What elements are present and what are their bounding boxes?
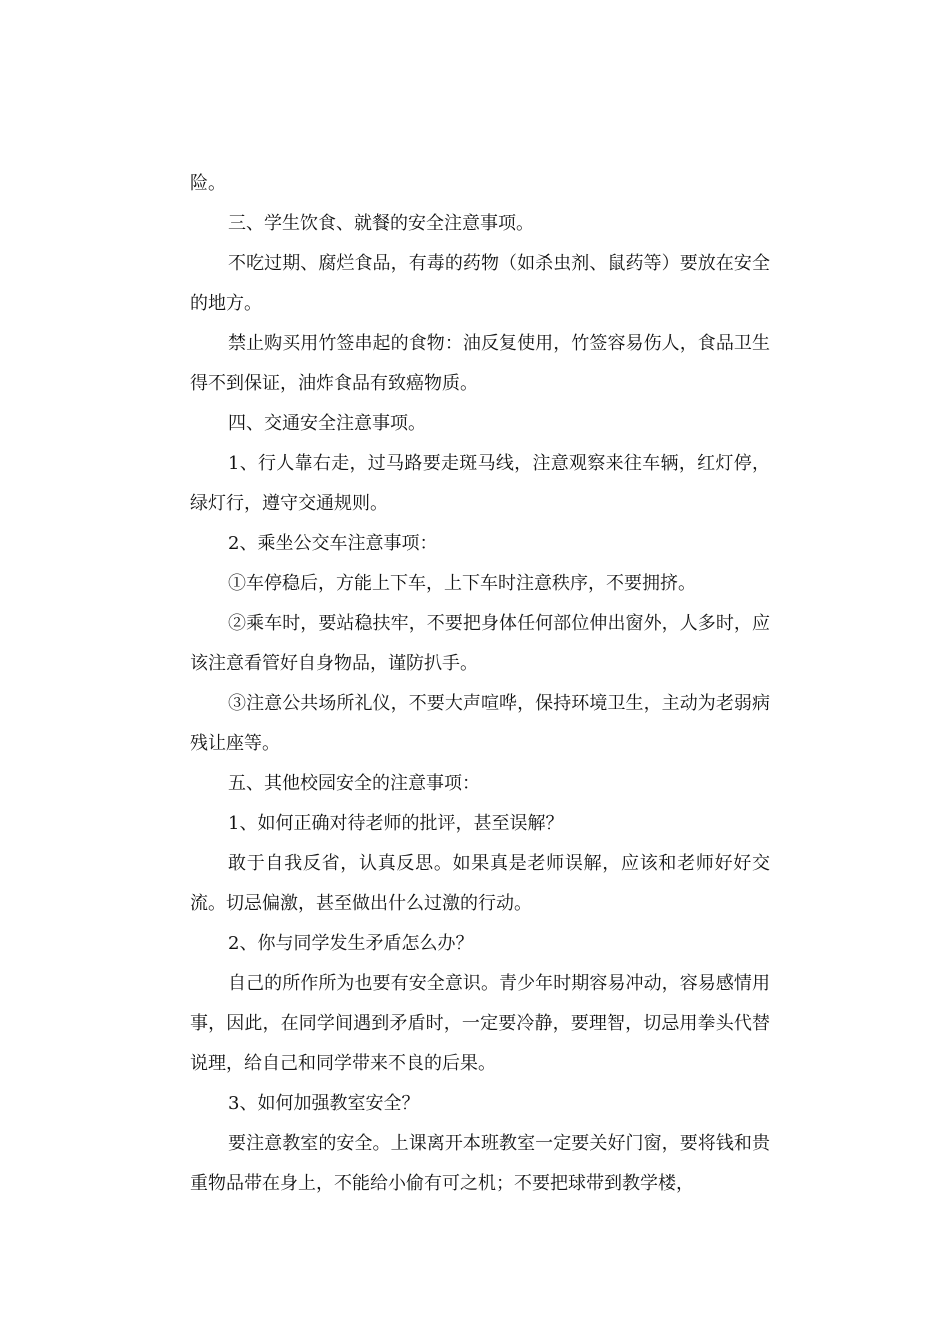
paragraph-continuation: 险。 <box>190 173 226 194</box>
paragraph-skewer-food: 禁止购买用竹签串起的食物：油反复使用，竹签容易伤人，食品卫生得不到保证，油炸食品有致癌物质。 <box>190 333 770 394</box>
paragraph-bus-rule-2: ②乘车时，要站稳扶牢，不要把身体任何部位伸出窗外，人多时，应该注意看管好自身物品，谨防扒手。 <box>190 613 770 674</box>
subheading-classmate-conflict: 2、你与同学发生矛盾怎么办？ <box>228 933 474 954</box>
paragraph-bus-rule-1: ①车停稳后，方能上下车，上下车时注意秩序，不要拥挤。 <box>228 573 696 594</box>
document-body <box>190 164 770 1204</box>
paragraph-classmate-conflict: 自己的所作所为也要有安全意识。青少年时期容易冲动，容易感情用事，因此，在同学间遇到矛盾时，一定要冷静，要理智，切忌用拳头代替说理，给自己和同学带来不良的后果。 <box>190 973 770 1074</box>
section-heading-other-safety: 五、其他校园安全的注意事项： <box>228 773 480 794</box>
subheading-classroom-safety: 3、如何加强教室安全？ <box>228 1093 420 1114</box>
subheading-bus-rules: 2、乘坐公交车注意事项： <box>228 533 438 554</box>
paragraph-expired-food: 不吃过期、腐烂食品，有毒的药物（如杀虫剂、鼠药等）要放在安全的地方。 <box>190 253 770 314</box>
section-heading-traffic-safety: 四、交通安全注意事项。 <box>228 413 426 434</box>
paragraph-classroom-safety: 要注意教室的安全。上课离开本班教室一定要关好门窗，要将钱和贵重物品带在身上，不能给小偷有可之机；不要把球带到教学楼， <box>190 1133 770 1194</box>
paragraph-bus-rule-3: ③注意公共场所礼仪，不要大声喧哗，保持环境卫生，主动为老弱病残让座等。 <box>190 693 770 754</box>
section-heading-diet-safety: 三、学生饮食、就餐的安全注意事项。 <box>228 213 534 234</box>
paragraph-pedestrian-rules: 1、行人靠右走，过马路要走斑马线，注意观察来往车辆，红灯停，绿灯行，遵守交通规则。 <box>190 453 770 514</box>
paragraph-teacher-criticism: 敢于自我反省，认真反思。如果真是老师误解，应该和老师好好交流。切忌偏激，甚至做出什么过激的行动。 <box>190 853 770 914</box>
subheading-teacher-criticism: 1、如何正确对待老师的批评，甚至误解？ <box>228 813 564 834</box>
